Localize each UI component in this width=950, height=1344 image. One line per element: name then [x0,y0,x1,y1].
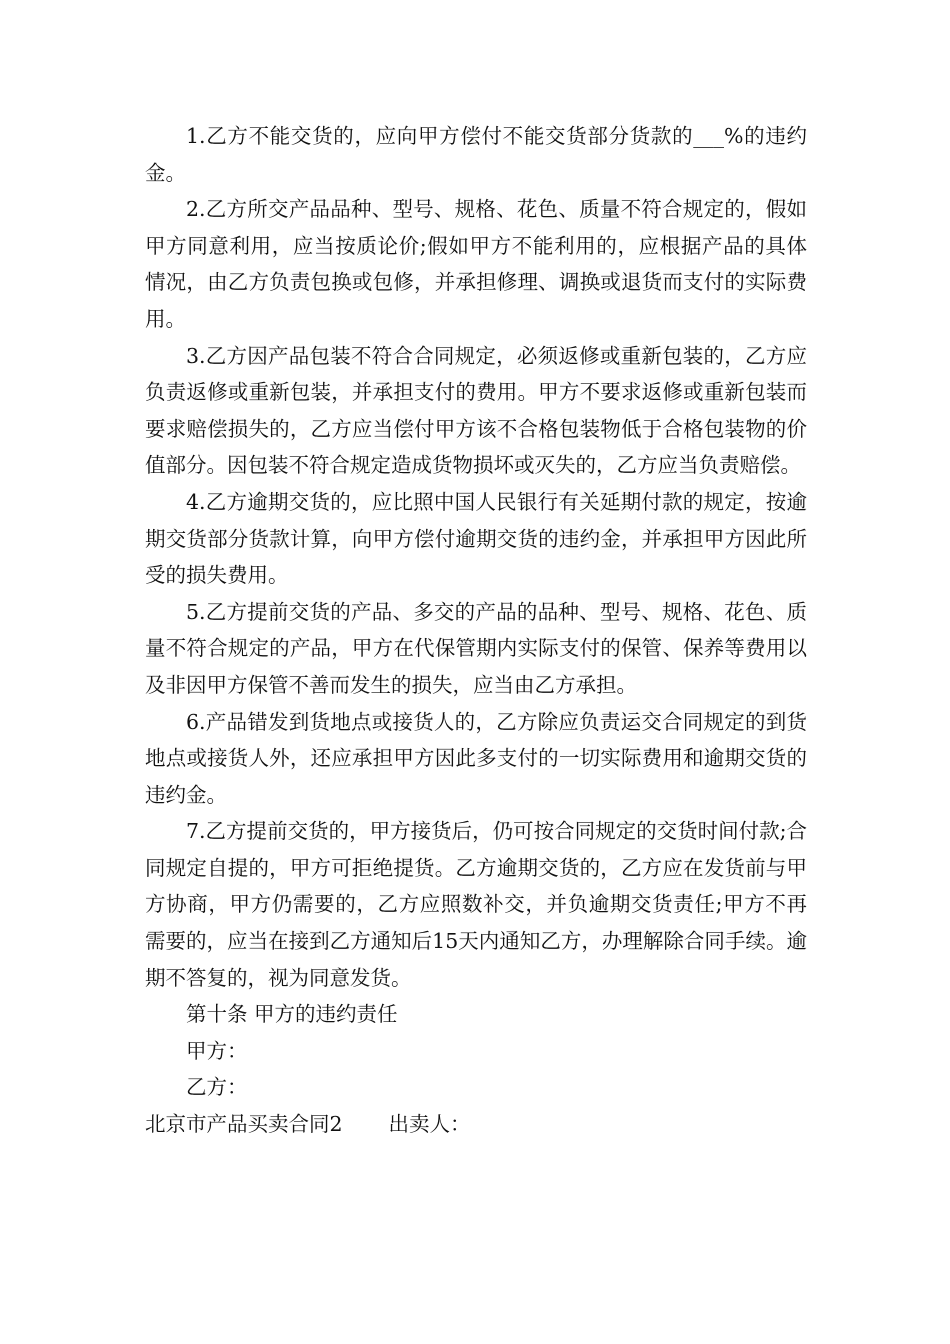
article-heading: 第十条 甲方的违约责任 [186,1002,398,1027]
clause-4: 4.乙方逾期交货的，应比照中国人民银行有关延期付款的规定，按逾期交货部分货款计算，向甲方偿付逾期交货的违约金，并承担甲方因此所受的损失费用。 [145,489,807,588]
document-body [145,118,807,1143]
seller-label: 出卖人： [388,1112,471,1137]
party-a-label: 甲方： [186,1038,248,1063]
clause-2: 2.乙方所交产品品种、型号、规格、花色、质量不符合规定的，假如甲方同意利用，应当按质论价;假如甲方不能利用的，应根据产品的具体情况，由乙方负责包换或包修，并承担修理、调换或退货而支付的实际费用。 [145,197,807,331]
party-b-label: 乙方： [186,1075,248,1100]
clause-3: 3.乙方因产品包装不符合合同规定，必须返修或重新包装的，乙方应负责返修或重新包装，并承担支付的费用。甲方不要求返修或重新包装而要求赔偿损失的，乙方应当偿付甲方该不合格包装物低于合格包装物的价值部分。因包装不符合规定造成货物损坏或灭失的，乙方应当负责赔偿。 [145,343,807,478]
clause-6: 6.产品错发到货地点或接货人的，乙方除应负责运交合同规定的到货地点或接货人外，还应承担甲方因此多支付的一切实际费用和逾期交货的违约金。 [145,709,807,807]
clause-7: 7.乙方提前交货的，甲方接货后，仍可按合同规定的交货时间付款;合同规定自提的，甲方可拒绝提货。乙方逾期交货的，乙方应在发货前与甲方协商，甲方仍需要的，乙方应照数补交，并负逾期交货责任;甲方不再需要的，应当在接到乙方通知后15天内通知乙方，办理解除合同手续。逾期不答复的，视为同意发货。 [145,819,807,990]
clause-1: 1.乙方不能交货的，应向甲方偿付不能交货部分货款的___%的违约金。 [145,124,807,185]
next-contract-title: 北京市产品买卖合同2 [145,1112,343,1137]
clause-5: 5.乙方提前交货的产品、多交的产品的品种、型号、规格、花色、质量不符合规定的产品，甲方在代保管期内实际支付的保管、保养等费用以及非因甲方保管不善而发生的损失，应当由乙方承担。 [145,599,807,697]
next-contract-line [145,1106,807,1143]
